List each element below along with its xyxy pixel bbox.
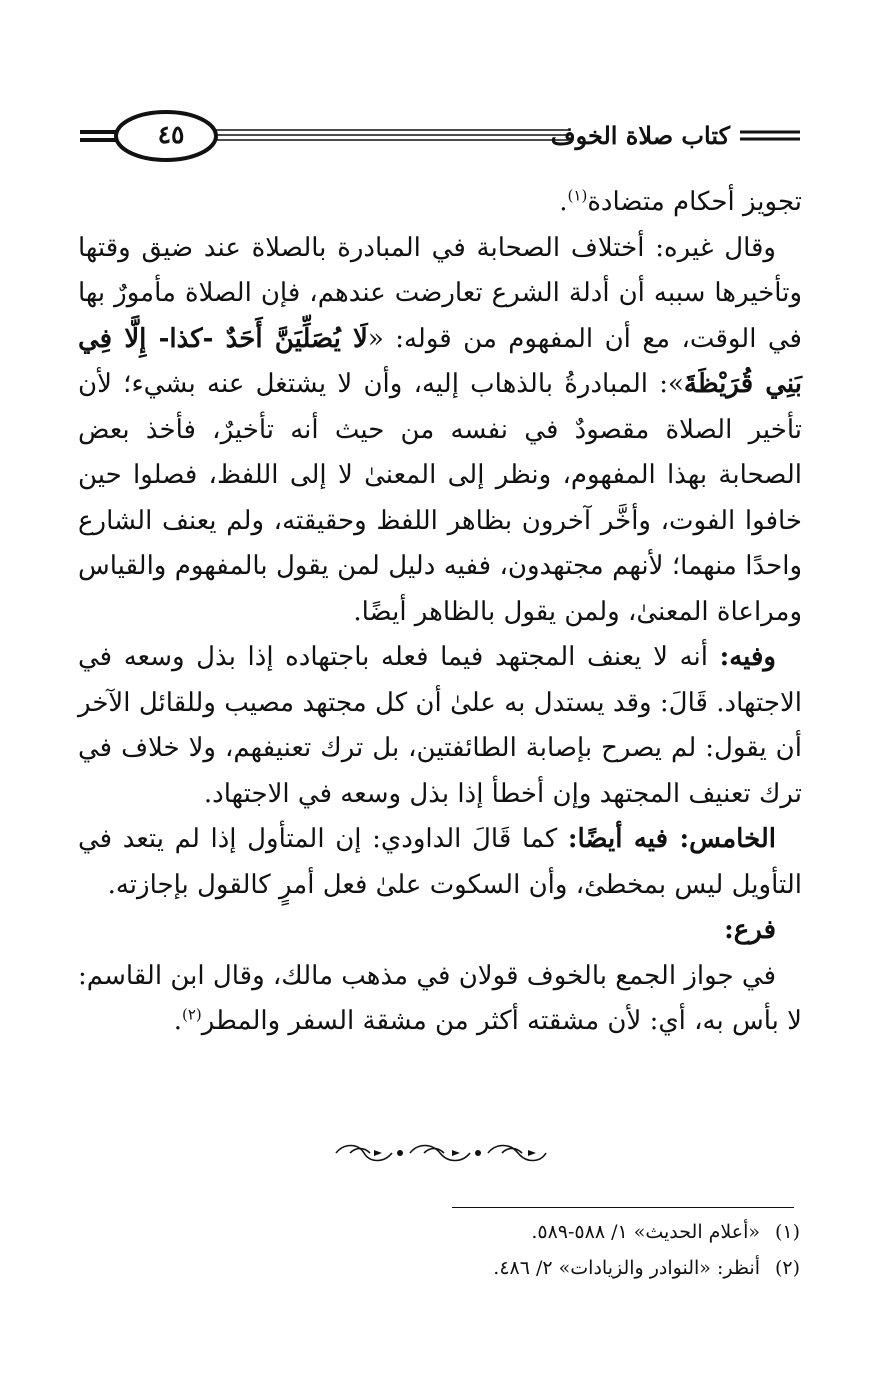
subheading-far-text: فرع: <box>724 915 776 945</box>
paragraph-6 <box>78 954 802 1045</box>
main-text <box>78 180 802 1045</box>
footnote-1 <box>400 1214 800 1250</box>
paragraph-2-text-b: »: المبادرةُ بالذهاب إليه، وأن لا يشتغل عنه بشيء؛ لأن تأخير الصلاة مقصودٌ في نفسه من حيث أنه تأخيرٌ، فأخذ بعض الصحابة بهذا المفهوم، ونظر إلى المعنىٰ لا إلى اللفظ، فصلوا حين خافوا الفوت، وأخَّر آخرون بظاهر اللفظ وحقيقته، ولم يعنف الشارع واحدًا منهما؛ لأنهم مجتهدون، ففيه دليل لمن يقول بالمفهوم والقياس ومراعاة المعنىٰ، ولمن يقول بالظاهر أيضًا. <box>78 369 802 627</box>
footnote-2-number: (٢) <box>774 1257 800 1279</box>
page-number: ٤٥ <box>157 120 185 149</box>
paragraph-2 <box>78 226 802 636</box>
paragraph-1-text: تجويز أحكام متضادة <box>587 187 802 217</box>
paragraph-2-text-a: وقال غيره: أختلاف الصحابة في المبادرة بالصلاة عند ضيق وقتها وتأخيرها سببه أن أدلة الشرع تعارضت عندهم، فإن الصلاة مأمورٌ بها في الوقت، مع أن المفهوم من قوله: « <box>78 232 802 354</box>
hadith-quote: لَا يُصَلِّيَنَّ أَحَدٌ -كذا- إِلَّا فِي بَنِي قُرَيْظَةَ <box>78 323 802 399</box>
running-header <box>80 110 800 166</box>
paragraph-4-text: كما قَالَ الداودي: إن المتأول إذا لم يتعد في التأويل ليس بمخطئ، وأن السكوت علىٰ فعل أمرٍ كالقول بإجازته. <box>78 824 802 900</box>
subheading-far <box>78 908 802 954</box>
footnote-2 <box>400 1250 800 1286</box>
paragraph-6-end: . <box>173 1006 182 1036</box>
footnote-1-text: «أعلام الحديث» ١/ ٥٨٨-٥٨٩. <box>531 1221 760 1243</box>
footnotes <box>400 1214 800 1286</box>
paragraph-3-lead: وفيه: <box>719 642 776 672</box>
footnote-separator <box>452 1207 794 1208</box>
footnote-ref-1: (١) <box>567 186 588 205</box>
footnote-ref-2: (٢) <box>181 1005 202 1024</box>
paragraph-1 <box>78 180 802 226</box>
footnote-2-text: أنظر: «النوادر والزيادات» ٢/ ٤٨٦. <box>493 1257 760 1279</box>
section-ornament <box>330 1140 550 1166</box>
footnote-1-number: (١) <box>774 1221 800 1243</box>
paragraph-1-end: . <box>559 187 568 217</box>
paragraph-4-lead: الخامس: فيه أيضًا: <box>567 824 776 854</box>
paragraph-3-text: أنه لا يعنف المجتهد فيما فعله باجتهاده إذا بذل وسعه في الاجتهاد. قَالَ: وقد يستدل به علىٰ أن كل مجتهد مصيب وللقائل الآخر أن يقول: لم يصرح بإصابة الطائفتين، بل ترك تعنيفهم، ولا خلاف في ترك تعنيف المجتهد وإن أخطأ إذا بذل وسعه في الاجتهاد. <box>78 642 802 809</box>
paragraph-6-text: في جواز الجمع بالخوف قولان في مذهب مالك، وقال ابن القاسم: لا بأس به، أي: لأن مشقته أكثر من مشقة السفر والمطر <box>78 960 802 1036</box>
chapter-title: كتاب صلاة الخوف <box>550 121 730 150</box>
paragraph-4 <box>78 817 802 908</box>
paragraph-3 <box>78 635 802 817</box>
